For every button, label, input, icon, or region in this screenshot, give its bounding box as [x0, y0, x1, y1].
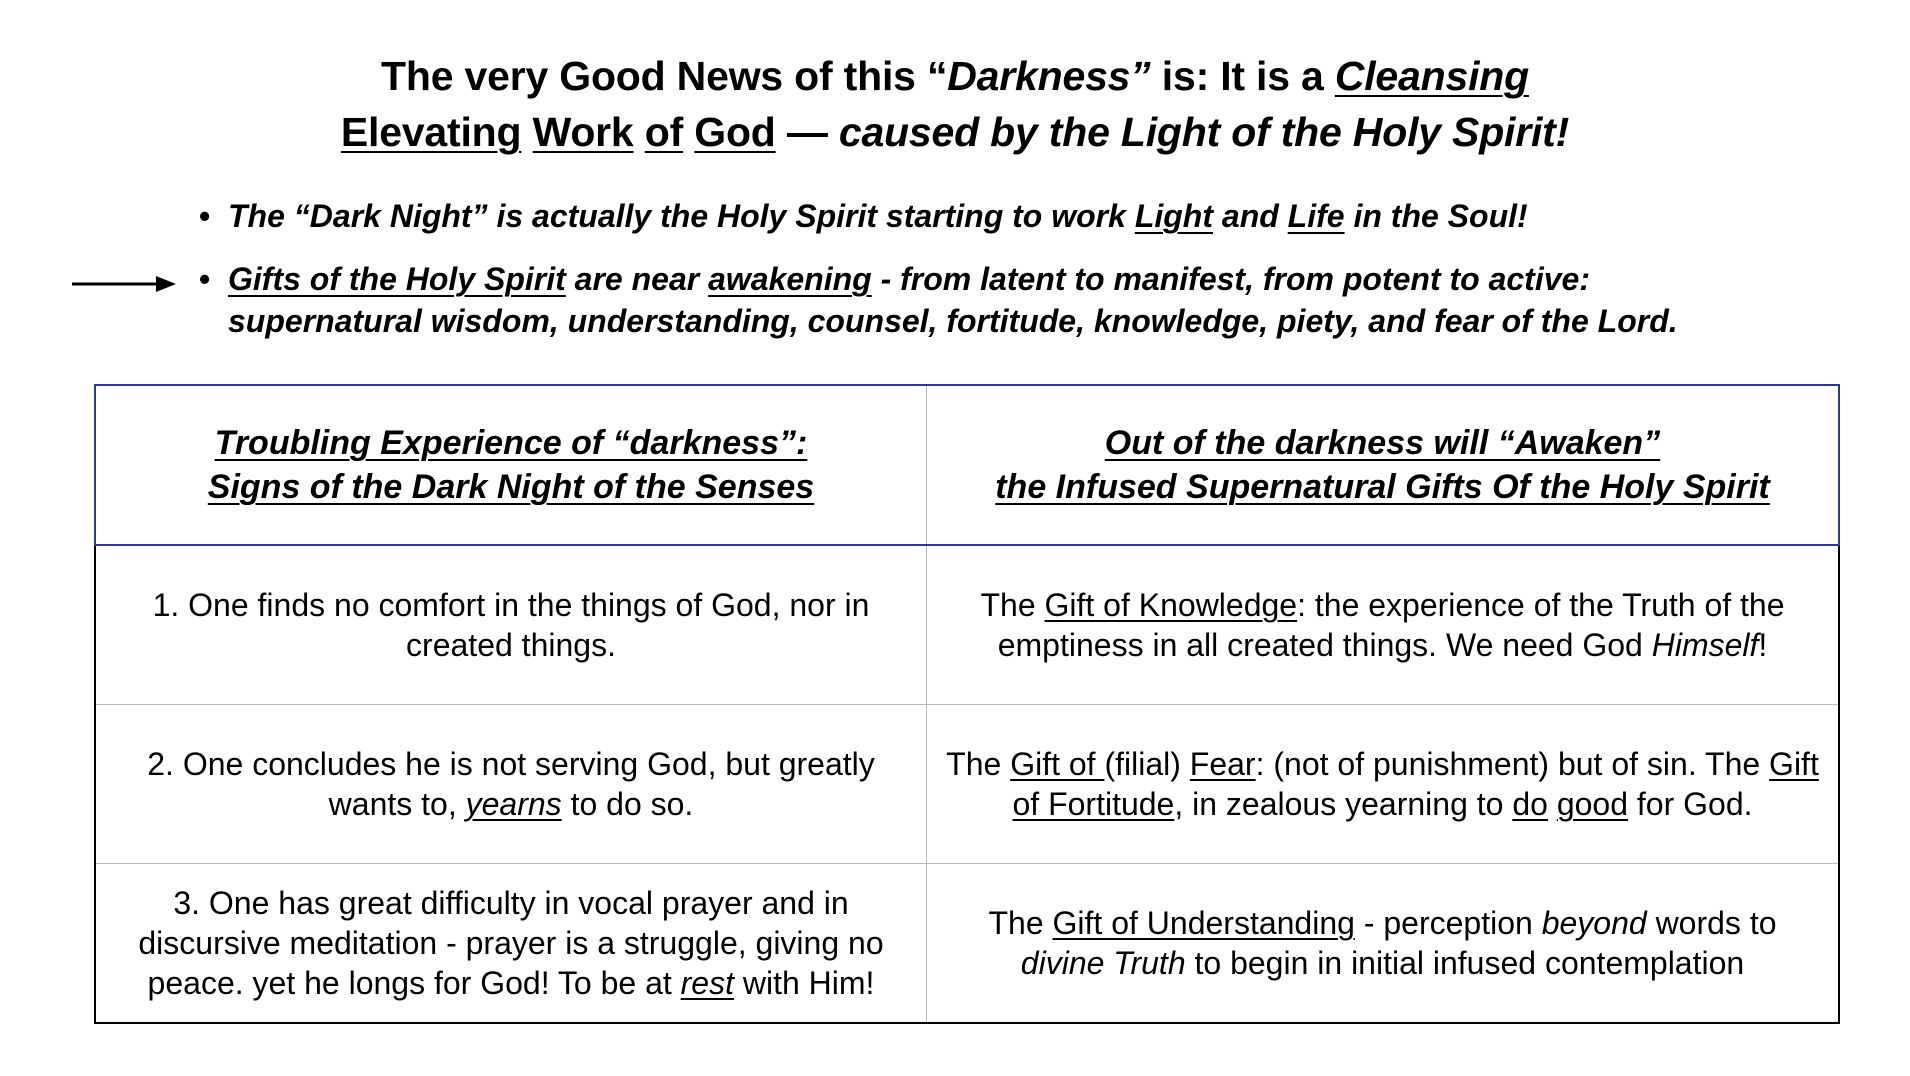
bullet-text [228, 258, 1808, 342]
title-elevating: Elevating [340, 109, 522, 155]
title-darkness: Darkness” [947, 53, 1151, 99]
gift-text: (filial) [1104, 746, 1190, 782]
gift-text: : the experience of the Truth of the emptiness in all created things. We need God [997, 587, 1785, 663]
title-work: Work [532, 109, 634, 155]
sign-3-end: with Him! [733, 965, 875, 1001]
gift-text: to begin in initial infused contemplation [1185, 945, 1745, 981]
header-right-line-2: the Infused Supernatural Gifts Of the Holy Spirit [995, 468, 1770, 506]
title-text: The very Good News of this “ [381, 53, 948, 99]
header-right-line-1: Out of the darkness will “Awaken” [1104, 424, 1661, 462]
title-dash: — [775, 109, 839, 155]
slide-title [0, 48, 1910, 160]
title-of: of [644, 109, 684, 155]
sign-3: 3. One has great difficulty in vocal prayer and in discursive meditation - prayer is a struggle, giving no peace. yet he longs for God! To be at [138, 885, 884, 1001]
sign-rest: rest [680, 965, 734, 1001]
gift-beyond: beyond [1541, 905, 1647, 941]
header-left-line-2: Signs of the Dark Night of the Senses [207, 468, 815, 506]
gift-text: words to [1646, 905, 1777, 941]
bullet-segment: are near [565, 261, 709, 297]
gift-fortitude: Gift of Fortitude [1012, 746, 1819, 822]
bullet-awakening: awakening [708, 261, 872, 297]
gift-himself: Himself [1651, 627, 1759, 663]
gift-text: : (not of punishment) but of sin. The [1255, 746, 1770, 782]
header-left [96, 386, 926, 544]
title-caused-by: caused by the Light of the Holy Spirit! [838, 109, 1570, 155]
table-row-2-right [927, 705, 1838, 863]
gift-understanding: Gift of Understanding [1052, 905, 1355, 941]
arrow-right-icon [72, 274, 176, 294]
gift-fear: Fear [1189, 746, 1256, 782]
gift-knowledge: Gift of Knowledge [1044, 587, 1298, 623]
gift-text: - perception [1354, 905, 1542, 941]
sign-2: 2. One concludes he is not serving God, but greatly wants to, [147, 746, 875, 822]
bullet-light: Light [1134, 198, 1213, 234]
sign-1: 1. One finds no comfort in the things of God, nor in created things. [152, 587, 870, 663]
header-left-line-1: Troubling Experience of “darkness”: [214, 424, 808, 462]
bullet-life: Life [1287, 198, 1345, 234]
title-cleansing: Cleansing [1334, 53, 1529, 99]
gift-text: for God. [1628, 786, 1753, 822]
gift-do: do [1512, 786, 1548, 822]
table-row-1-right [927, 546, 1838, 704]
gift-space [1548, 786, 1557, 822]
bullet-gifts: Gifts of the Holy Spirit [228, 261, 566, 297]
table-row-3-right [927, 864, 1838, 1022]
title-text: is: It is a [1150, 53, 1335, 99]
bullet-segment: The “Dark Night” is actually the Holy Spirit starting to work [228, 198, 1135, 234]
gift-text: The [988, 905, 1053, 941]
bullet-segment: - from latent to manifest, from potent to active: [871, 261, 1590, 297]
bullet-text [228, 195, 1808, 237]
bullet-marker: • [199, 198, 211, 234]
sign-yearns: yearns [465, 786, 562, 822]
gifts-table [94, 384, 1840, 1024]
gift-divine-truth: divine Truth [1020, 945, 1186, 981]
bullet-marker: • [199, 261, 211, 297]
table-row-3-left [96, 864, 926, 1022]
title-line-2 [0, 104, 1910, 160]
title-god: God [694, 109, 776, 155]
gift-of: Gift of [1010, 746, 1105, 782]
gift-text: , in zealous yearning to [1174, 786, 1513, 822]
gift-text: The [946, 746, 1011, 782]
sign-2-end: to do so. [561, 786, 694, 822]
table-row-2-left [96, 705, 926, 863]
bullet-segment: and [1213, 198, 1288, 234]
table-row-1-left [96, 546, 926, 704]
gift-text: The [980, 587, 1045, 623]
gift-text: ! [1758, 627, 1768, 663]
header-right [927, 386, 1838, 544]
title-line-1 [0, 48, 1910, 104]
bullet-segment: in the Soul! [1344, 198, 1528, 234]
gift-good: good [1556, 786, 1628, 822]
bullet-gifts-list: supernatural wisdom, understanding, counsel, fortitude, knowledge, piety, and fear of the Lord. [228, 303, 1678, 339]
